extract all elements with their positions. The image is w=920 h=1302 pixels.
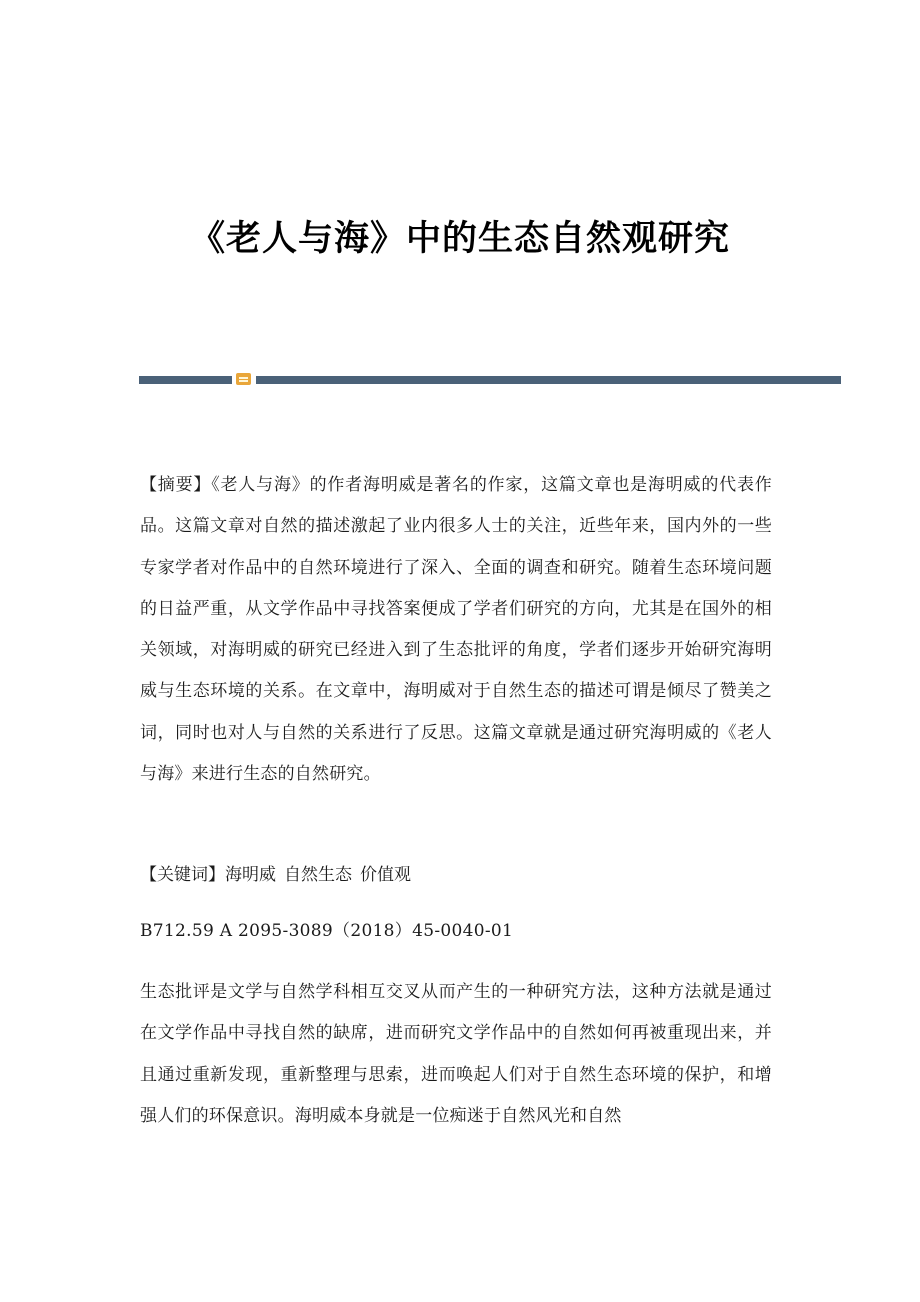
body-paragraph: 生态批评是文学与自然学科相互交叉从而产生的一种研究方法，这种方法就是通过在文学作品中寻找自然的缺席，进而研究文学作品中的自然如何再被重现出来，并且通过重新发现，重新整理与思索，进而唤起人们对于自然生态环境的保护，和增强人们的环保意识。海明威本身就是一位痴迷于自然风光和自然: [140, 982, 772, 1126]
abstract-label: 【摘要】: [140, 475, 212, 495]
keyword-item: 自然生态: [284, 865, 352, 885]
abstract-paragraph: [140, 465, 772, 795]
document-icon: [236, 373, 251, 385]
classification-code: B712.59 A 2095-3089（2018）45-0040-01: [140, 921, 514, 941]
keyword-item: 价值观: [360, 865, 411, 885]
divider-bar-left: [139, 376, 232, 384]
abstract-text: 《老人与海》的作者海明威是著名的作家，这篇文章也是海明威的代表作品。这篇文章对自然的描述激起了业内很多人士的关注，近些年来，国内外的一些专家学者对作品中的自然环境进行了深入、全面的调查和研究。随着生态环境问题的日益严重，从文学作品中寻找答案便成了学者们研究的方向，尤其是在国外的相关领域，对海明威的研究已经进入到了生态批评的角度，学者们逐步开始研究海明威与生态环境的关系。在文章中，海明威对于自然生态的描述可谓是倾尽了赞美之词，同时也对人与自然的关系进行了反思。这篇文章就是通过研究海明威的《老人与海》来进行生态的自然研究。: [140, 475, 772, 785]
page-title: 《老人与海》中的生态自然观研究: [189, 218, 730, 259]
title-divider: [139, 373, 841, 387]
keywords-label: 【关键词】: [140, 865, 225, 885]
keyword-item: 海明威: [225, 865, 276, 885]
keywords-line: [140, 860, 772, 890]
divider-bar-right: [256, 376, 841, 384]
